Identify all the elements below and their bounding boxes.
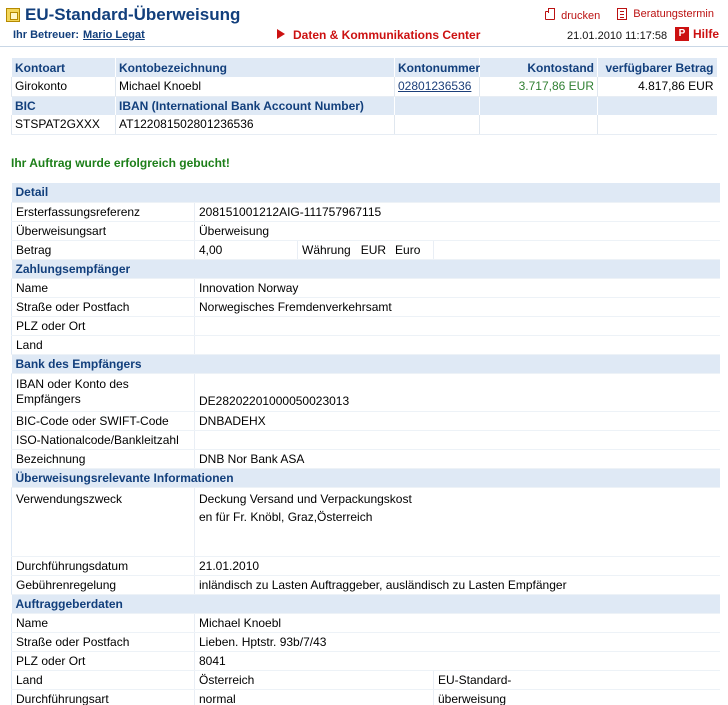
- print-button[interactable]: [545, 10, 600, 22]
- principal-execution-value: normal: [195, 689, 434, 705]
- bank-section-title: Bank des Empfängers: [12, 354, 720, 373]
- transfer-form-icon: [6, 8, 20, 22]
- principal-execution-label: Durchführungsart: [12, 689, 195, 705]
- iban-row: [12, 115, 717, 134]
- purpose-row: [12, 487, 720, 556]
- account-header-row: [12, 58, 717, 77]
- payee-section-header: [12, 259, 720, 278]
- detail-section-header: [12, 183, 720, 202]
- fee-row: [12, 575, 720, 594]
- purpose-line-2: en für Fr. Knöbl, Graz,Österreich: [199, 509, 373, 524]
- account-type-value: Girokonto: [12, 77, 116, 96]
- account-type-header: Kontoart: [12, 58, 116, 77]
- page-title: EU-Standard-Überweisung: [25, 5, 241, 24]
- principal-country-row: [12, 670, 720, 689]
- principal-postal-label: PLZ oder Ort: [12, 651, 195, 670]
- bank-bic-label: BIC-Code oder SWIFT-Code: [12, 411, 195, 430]
- principal-section-header: [12, 594, 720, 613]
- execution-type-line-1: EU-Standard-: [434, 670, 720, 689]
- account-number-header: Kontonummer: [395, 58, 480, 77]
- bank-name-row: [12, 449, 720, 468]
- execution-type-line-2: überweisung: [434, 689, 720, 705]
- header-actions: [531, 8, 714, 23]
- bank-bic-value: DNBADEHX: [195, 411, 720, 430]
- empty-cell-2: [480, 115, 598, 134]
- account-number-cell: [395, 77, 480, 96]
- detail-section-title: Detail: [12, 183, 720, 202]
- payee-street-row: [12, 297, 720, 316]
- principal-country-label: Land: [12, 670, 195, 689]
- amount-empty-cell: [434, 240, 720, 259]
- bank-iso-row: [12, 430, 720, 449]
- calendar-icon: [617, 8, 627, 20]
- transfer-type-value: Überweisung: [195, 221, 720, 240]
- payee-name-label: Name: [12, 278, 195, 297]
- bic-header: BIC: [12, 96, 116, 115]
- bic-value: STSPAT2GXXX: [12, 115, 116, 134]
- payee-country-label: Land: [12, 335, 195, 354]
- bank-iban-row: [12, 373, 720, 411]
- execution-date-label: Durchführungsdatum: [12, 556, 195, 575]
- transfer-type-row: [12, 221, 720, 240]
- printer-icon: [545, 11, 555, 20]
- transfer-type-label: Überweisungsart: [12, 221, 195, 240]
- advisor-info: [13, 29, 145, 41]
- fee-label: Gebührenregelung: [12, 575, 195, 594]
- bank-iso-label: ISO-Nationalcode/Bankleitzahl: [12, 430, 195, 449]
- help-button[interactable]: [675, 27, 719, 41]
- empty-header-3: [598, 96, 717, 115]
- reference-row: [12, 202, 720, 221]
- empty-header-2: [480, 96, 598, 115]
- payee-name-value: Innovation Norway: [195, 278, 720, 297]
- principal-country-value: Österreich: [195, 670, 434, 689]
- iban-header-row: [12, 96, 717, 115]
- purpose-value: [195, 487, 720, 556]
- account-row: [12, 77, 717, 96]
- principal-postal-row: [12, 651, 720, 670]
- available-header: verfügbarer Betrag: [598, 58, 717, 77]
- success-message: Ihr Auftrag wurde erfolgreich gebucht!: [11, 156, 230, 170]
- print-label: drucken: [561, 9, 601, 22]
- currency-label: Währung: [302, 242, 351, 257]
- currency-cell: [298, 240, 434, 259]
- data-communication-center-label: Daten & Kommunikations Center: [293, 28, 481, 42]
- empty-cell-1: [395, 115, 480, 134]
- amount-label: Betrag: [12, 240, 195, 259]
- appointment-label: Beratungstermin: [633, 8, 714, 20]
- principal-section-title: Auftraggeberdaten: [12, 594, 720, 613]
- principal-street-row: [12, 632, 720, 651]
- iban-value: AT122081502801236536: [116, 115, 395, 134]
- principal-street-label: Straße oder Postfach: [12, 632, 195, 651]
- payee-country-value: [195, 335, 720, 354]
- appointment-button[interactable]: [617, 8, 714, 20]
- empty-cell-3: [598, 115, 717, 134]
- purpose-line-1: Deckung Versand und Verpackungskost: [199, 491, 412, 506]
- principal-street-value: Lieben. Hptstr. 93b/7/43: [195, 632, 720, 651]
- data-communication-center-link[interactable]: [277, 28, 480, 42]
- iban-header: IBAN (International Bank Account Number): [116, 96, 395, 115]
- reference-value: 208151001212AIG-111757967115: [195, 202, 720, 221]
- payee-street-label: Straße oder Postfach: [12, 297, 195, 316]
- bank-iban-value: DE28202201000050023013: [195, 373, 720, 411]
- advisor-label: Ihr Betreuer:: [13, 29, 80, 41]
- account-name-header: Kontobezeichnung: [116, 58, 395, 77]
- principal-postal-value: 8041: [195, 651, 720, 670]
- advisor-name-link[interactable]: Mario Legat: [83, 29, 145, 41]
- page-header: [0, 0, 728, 47]
- payee-name-row: [12, 278, 720, 297]
- payee-country-row: [12, 335, 720, 354]
- payee-postal-value: [195, 316, 720, 335]
- payee-postal-label: PLZ oder Ort: [12, 316, 195, 335]
- payee-section-title: Zahlungsempfänger: [12, 259, 720, 278]
- amount-row: [12, 240, 720, 259]
- amount-value: 4,00: [195, 240, 298, 259]
- transfer-info-section-header: [12, 468, 720, 487]
- currency-name: Euro: [395, 242, 421, 257]
- account-balance-value: 3.717,86 EUR: [480, 77, 598, 96]
- principal-execution-row: [12, 689, 720, 705]
- bank-iban-label: IBAN oder Konto des Empfängers: [12, 373, 195, 411]
- bank-name-value: DNB Nor Bank ASA: [195, 449, 720, 468]
- bank-section-header: [12, 354, 720, 373]
- help-label: Hilfe: [692, 27, 719, 41]
- transfer-detail-table: [11, 183, 720, 705]
- payee-postal-row: [12, 316, 720, 335]
- available-amount-value: 4.817,86 EUR: [598, 77, 717, 96]
- account-summary-table: [11, 58, 717, 135]
- execution-date-value: 21.01.2010: [195, 556, 720, 575]
- principal-name-label: Name: [12, 613, 195, 632]
- principal-name-row: [12, 613, 720, 632]
- currency-code: EUR: [360, 242, 387, 257]
- principal-name-value: Michael Knoebl: [195, 613, 720, 632]
- empty-header-1: [395, 96, 480, 115]
- account-number-link[interactable]: 02801236536: [398, 79, 472, 94]
- reference-label: Ersterfassungsreferenz: [12, 202, 195, 221]
- purpose-label: Verwendungszweck: [12, 487, 195, 556]
- help-icon: P: [675, 27, 689, 41]
- balance-header: Kontostand: [480, 58, 598, 77]
- current-datetime: 21.01.2010 11:17:58: [567, 30, 668, 42]
- bank-iso-value: [195, 430, 720, 449]
- account-name-value: Michael Knoebl: [116, 77, 395, 96]
- execution-date-row: [12, 556, 720, 575]
- bank-bic-row: [12, 411, 720, 430]
- bank-name-label: Bezeichnung: [12, 449, 195, 468]
- transfer-info-section-title: Überweisungsrelevante Informationen: [12, 468, 720, 487]
- payee-street-value: Norwegisches Fremdenverkehrsamt: [195, 297, 720, 316]
- fee-value: inländisch zu Lasten Auftraggeber, ausländisch zu Lasten Empfänger: [195, 575, 720, 594]
- arrow-right-icon: [277, 29, 285, 39]
